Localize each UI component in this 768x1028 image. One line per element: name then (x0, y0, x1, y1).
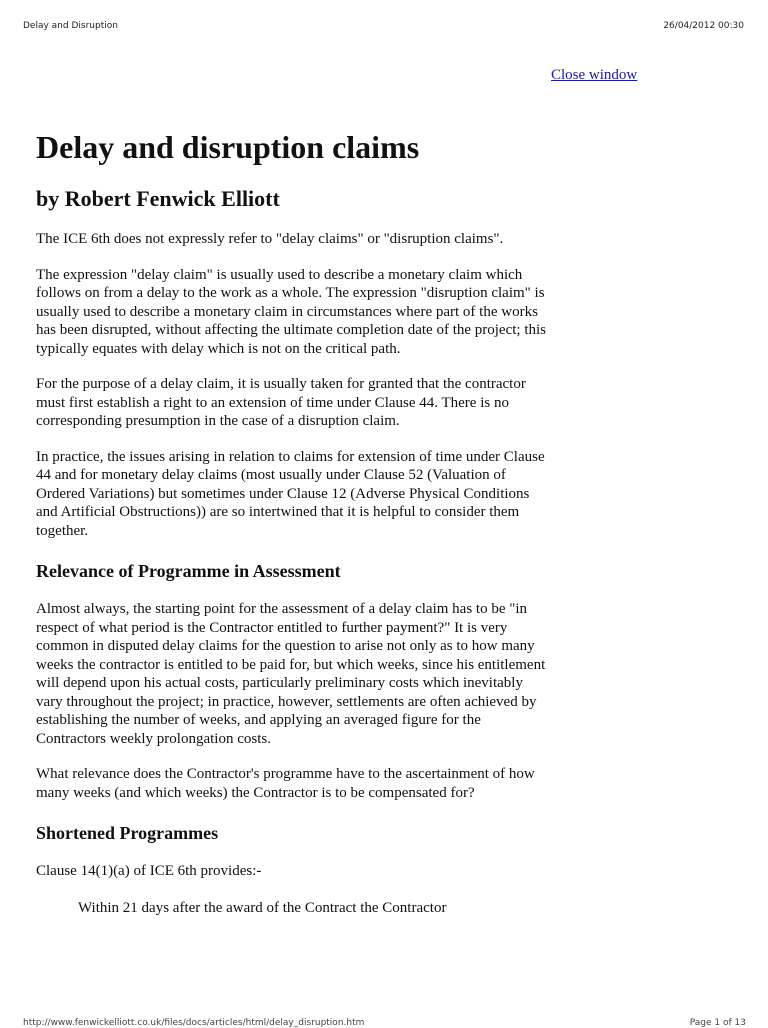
quoted-clause: Within 21 days after the award of the Contract the Contractor (78, 899, 447, 916)
header-datetime: 26/04/2012 00:30 (663, 21, 744, 31)
paragraph: The ICE 6th does not expressly refer to "delay claims" or "disruption claims". (36, 231, 504, 247)
article-byline: by Robert Fenwick Elliott (36, 186, 280, 211)
paragraph: In practice, the issues arising in relation to claims for extension of time under Clause 44 and for monetary delay claims (most usually under Clause 52 (Valuation of Ordered Variations) but sometimes under Clause 12 (Adverse Physical Conditions and Artificial Obstructions)) are so intertwined that it is helpful to consider them together. (36, 448, 545, 539)
article (36, 126, 546, 917)
footer-page-number: Page 1 of 13 (689, 1018, 746, 1028)
header-doc-title: Delay and Disruption (23, 21, 118, 31)
section-heading-shortened: Shortened Programmes (36, 823, 219, 843)
paragraph: What relevance does the Contractor's programme have to the ascertainment of how many weeks (and which weeks) the Contractor is to be compensated for? (36, 766, 535, 801)
footer-url: http://www.fenwickelliott.co.uk/files/docs/articles/html/delay_disruption.htm (23, 1018, 365, 1028)
section-heading-programme: Relevance of Programme in Assessment (36, 561, 341, 581)
paragraph: For the purpose of a delay claim, it is usually taken for granted that the contractor must first establish a right to an extension of time under Clause 44. There is no corresponding presumption in the case of a disruption claim. (36, 376, 526, 429)
close-window-link[interactable]: Close window (551, 67, 638, 83)
paragraph: Almost always, the starting point for the assessment of a delay claim has to be "in respect of what period is the Contractor entitled to further payment?" It is very common in disputed delay claims for the question to arise not only as to how many weeks the contractor is entitled to be paid for, but which weeks, since his entitlement will depend upon his actual costs, particularly preliminary costs which inevitably vary throughout the project; in practice, however, settlements are often achieved by establishing the number of weeks, and applying an averaged figure for the Contractors weekly prolongation costs. (36, 601, 546, 747)
article-title: Delay and disruption claims (36, 129, 420, 165)
paragraph: Clause 14(1)(a) of ICE 6th provides:- (36, 863, 262, 879)
paragraph: The expression "delay claim" is usually used to describe a monetary claim which follows on from a delay to the work as a whole. The expression "disruption claim" is usually used to describe a monetary claim in circumstances where part of the works has been disrupted, without affecting the ultimate completion date of the project; this typically equates with delay which is not on the critical path. (36, 266, 546, 357)
